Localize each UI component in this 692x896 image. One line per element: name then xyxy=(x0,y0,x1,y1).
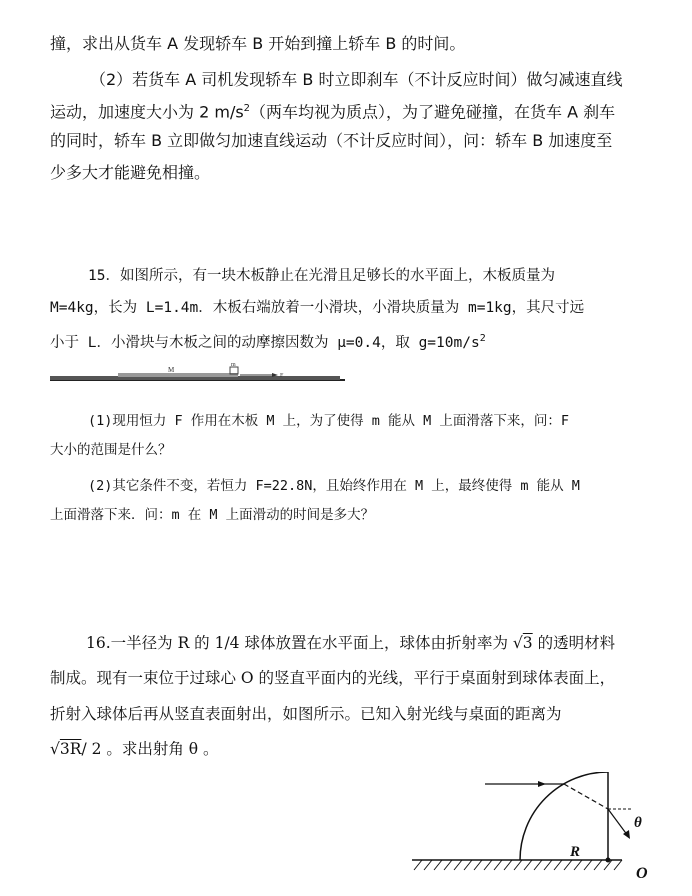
p16-line-4: √3R/ 2 。求出射角 θ 。 xyxy=(50,740,219,758)
radius-label: R xyxy=(570,844,581,860)
p14-line-3-superscript: 2 xyxy=(243,103,251,114)
p15-line-2: M=4kg，长为 L=1.4m．木板右端放着一小滑块，小滑块质量为 m=1kg，其尺寸远 xyxy=(50,300,585,316)
emergent-ray xyxy=(608,809,628,836)
p14-line-3 xyxy=(50,99,615,122)
p15-q1-line-1: (1)现用恒力 F 作用在木板 M 上，为了使得 m 能从 M 上面滑落下来，问：F xyxy=(88,413,570,429)
refracted-ray xyxy=(564,784,608,809)
center-label: O xyxy=(636,865,648,882)
p15-q1-line-2: 大小的范围是什么？ xyxy=(50,442,172,458)
p16-sqrt-3: 3 xyxy=(522,634,533,652)
p15-board-figure xyxy=(50,362,350,392)
p14-line-4: 的同时，轿车 B 立即做匀加速直线运动（不计反应时间），问：轿车 B 加速度至 xyxy=(50,131,613,150)
block-label: m xyxy=(231,362,236,368)
p14-line-3b: （两车均视为质点），为了避免碰撞，在货车 A 刹车 xyxy=(250,102,616,122)
incident-arrowhead xyxy=(538,781,546,787)
p16-line-2: 制成。现有一束位于过球心 O 的竖直平面内的光线，平行于桌面射到球体表面上， xyxy=(50,669,616,687)
p16-line-3: 折射入球体后再从竖直表面射出，如图所示。已知入射光线与桌面的距离为 xyxy=(50,705,562,723)
p16-sqrt-3r: 3R xyxy=(59,740,82,758)
hatching xyxy=(414,860,622,870)
p16-line-1b: 的透明材料 xyxy=(537,634,616,652)
small-block xyxy=(230,367,238,374)
angle-label: θ xyxy=(634,815,642,831)
p15-line-1: 15．如图所示，有一块木板静止在光滑且足够长的水平面上，木板质量为 xyxy=(88,268,555,284)
p16-line-1a: 16.一半径为 R 的 1/4 球体放置在水平面上，球体由折射率为 xyxy=(86,634,508,652)
p16-line-1: 16.一半径为 R 的 1/4 球体放置在水平面上，球体由折射率为 √3 的透明材料 xyxy=(86,634,616,652)
p15-q2-line-1: (2)其它条件不变，若恒力 F=22.8N，且始终作用在 M 上，最终使得 m 能从 M xyxy=(88,478,580,494)
p14-line-5: 少多大才能避免相撞。 xyxy=(50,163,211,182)
p16-hemisphere-figure xyxy=(400,772,670,892)
p15-line-3 xyxy=(50,329,486,353)
quarter-sphere-arc xyxy=(520,772,608,860)
p14-line-2: （2）若货车 A 司机发现轿车 B 时立即刹车（不计反应时间）做匀减速直线 xyxy=(90,70,623,89)
p15-line-3-superscript: 2 xyxy=(479,333,486,344)
center-point xyxy=(606,858,611,863)
p14-line-1: 撞，求出从货车 A 发现轿车 B 开始到撞上轿车 B 的时间。 xyxy=(50,34,466,53)
p14-line-3a: 运动，加速度大小为 2 m/s xyxy=(50,102,244,122)
board-label: M xyxy=(168,366,175,374)
p15-line-3a: 小于 L．小滑块与木板之间的动摩擦因数为 μ=0.4，取 g=10m/s xyxy=(50,334,480,351)
p16-line-4a: / 2 。求出射角 θ 。 xyxy=(81,740,219,758)
board-top xyxy=(118,373,238,377)
force-label: F xyxy=(280,373,284,379)
p15-q2-line-2: 上面滑落下来．问：m 在 M 上面滑动的时间是多大？ xyxy=(50,507,375,523)
